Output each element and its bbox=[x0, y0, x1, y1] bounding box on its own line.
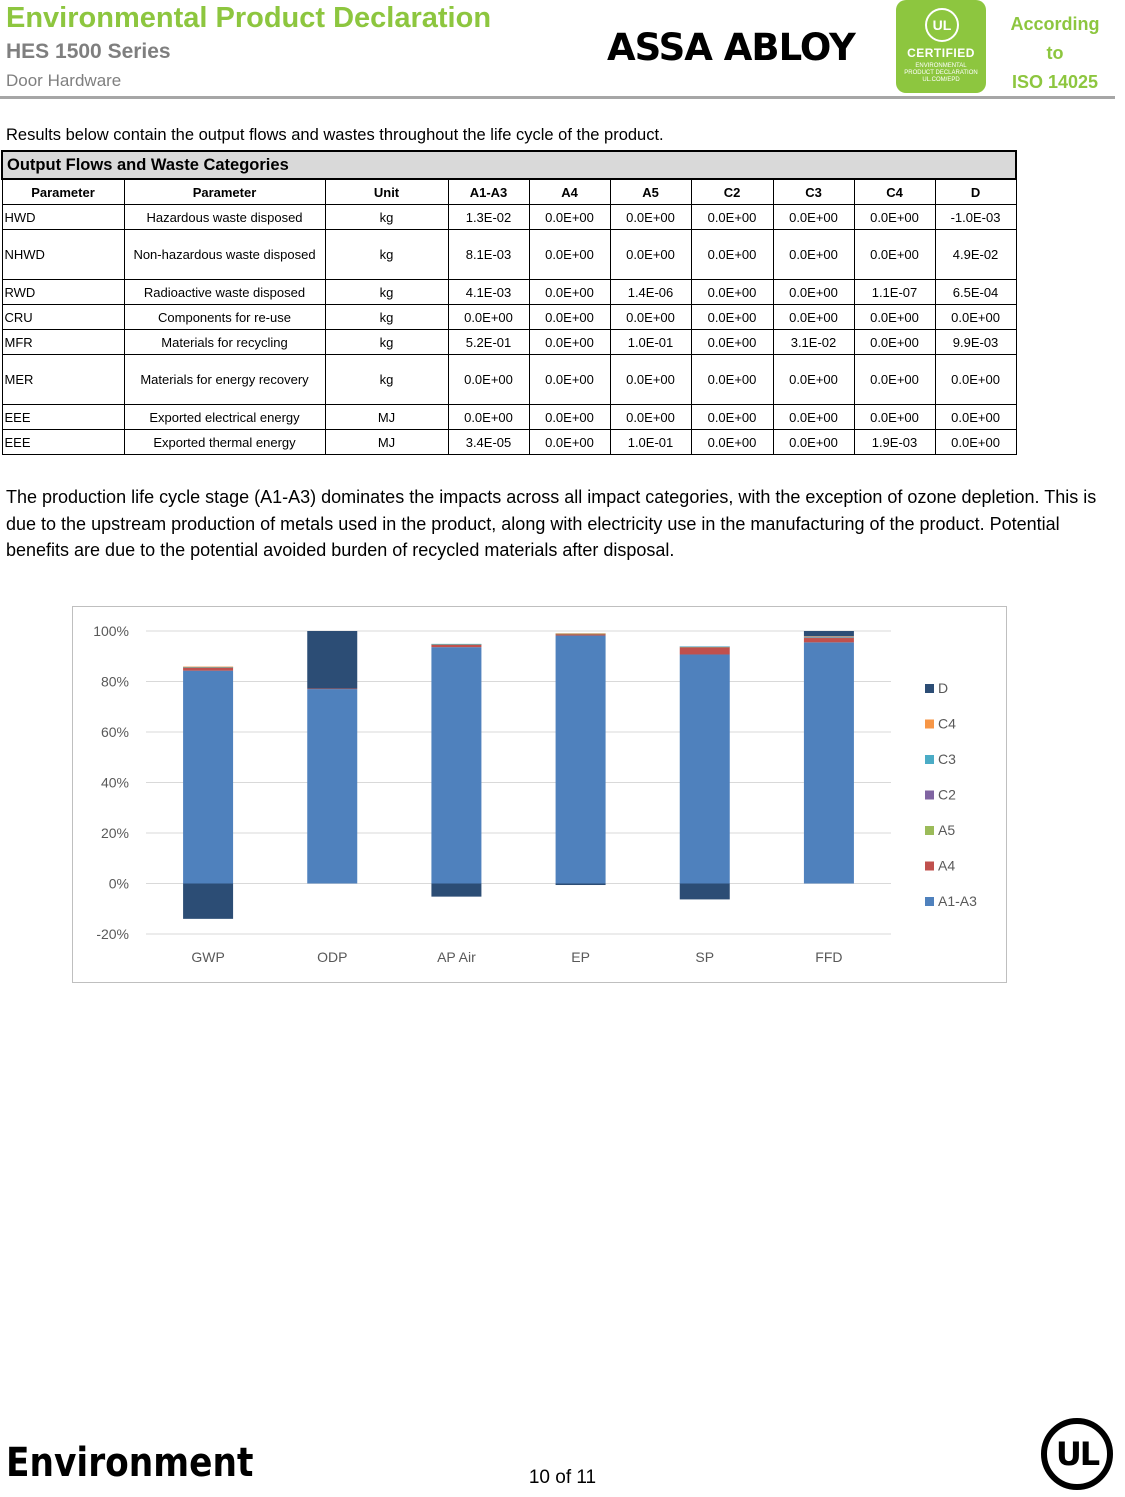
table-cell: RWD bbox=[2, 280, 124, 305]
table-body bbox=[2, 205, 1016, 455]
table-cell: 0.0E+00 bbox=[610, 405, 691, 430]
table-cell: 0.0E+00 bbox=[529, 405, 610, 430]
table-cell: 1.0E-01 bbox=[610, 430, 691, 455]
table-caption: Output Flows and Waste Categories bbox=[2, 151, 1016, 179]
document-title: Environmental Product Declaration bbox=[6, 2, 492, 34]
table-cell: kg bbox=[325, 205, 448, 230]
table-cell: 0.0E+00 bbox=[854, 355, 935, 405]
table-cell: 0.0E+00 bbox=[773, 405, 854, 430]
table-cell: 0.0E+00 bbox=[448, 305, 529, 330]
table-cell: 0.0E+00 bbox=[773, 280, 854, 305]
table-cell: Hazardous waste disposed bbox=[124, 205, 325, 230]
table-row bbox=[2, 405, 1016, 430]
x-tick-label: AP Air bbox=[437, 949, 476, 965]
table-caption-row bbox=[2, 151, 1016, 179]
table-cell: 0.0E+00 bbox=[773, 230, 854, 280]
table-cell: 0.0E+00 bbox=[691, 230, 773, 280]
y-tick-label: -20% bbox=[96, 926, 129, 942]
y-tick-label: 80% bbox=[100, 673, 129, 690]
table-cell: 1.0E-01 bbox=[610, 330, 691, 355]
bar-segment-a1-a3 bbox=[804, 642, 854, 883]
header-divider bbox=[0, 96, 1115, 99]
table-cell: 0.0E+00 bbox=[529, 330, 610, 355]
badge-subtext: ENVIRONMENTAL PRODUCT DECLARATION UL.COM/EPD bbox=[904, 63, 978, 83]
table-cell: MFR bbox=[2, 330, 124, 355]
table-cell: NHWD bbox=[2, 230, 124, 280]
table-cell: 0.0E+00 bbox=[529, 355, 610, 405]
bar-segment-d bbox=[307, 631, 357, 689]
y-tick-label: 100% bbox=[93, 623, 129, 639]
iso-standard-note: According to ISO 14025 bbox=[1010, 14, 1100, 92]
table-cell: kg bbox=[325, 355, 448, 405]
bar-segment-a1-a3 bbox=[431, 647, 481, 883]
chart-svg bbox=[73, 607, 1006, 982]
bar-segment-a4 bbox=[680, 647, 730, 654]
table-cell: Materials for energy recovery bbox=[124, 355, 325, 405]
table-cell: 0.0E+00 bbox=[529, 205, 610, 230]
table-header-row bbox=[2, 179, 1016, 205]
table-cell: 4.9E-02 bbox=[935, 230, 1016, 280]
bar-segment-c2 bbox=[804, 637, 854, 638]
table-cell: 3.4E-05 bbox=[448, 430, 529, 455]
table-cell: 0.0E+00 bbox=[854, 405, 935, 430]
table-cell: 8.1E-03 bbox=[448, 230, 529, 280]
table-cell: 0.0E+00 bbox=[854, 330, 935, 355]
legend-swatch bbox=[925, 720, 934, 729]
table-cell: 0.0E+00 bbox=[610, 230, 691, 280]
product-series: HES 1500 Series bbox=[6, 40, 171, 63]
legend-label: A5 bbox=[938, 822, 956, 838]
table-row bbox=[2, 280, 1016, 305]
bar-segment-c4 bbox=[183, 667, 233, 668]
ul-logo-text: UL bbox=[1055, 1435, 1099, 1473]
table-row bbox=[2, 330, 1016, 355]
table-row bbox=[2, 430, 1016, 455]
column-header: D bbox=[935, 179, 1016, 205]
table-cell: 0.0E+00 bbox=[691, 305, 773, 330]
y-tick-label: 0% bbox=[108, 875, 129, 892]
table-cell: EEE bbox=[2, 405, 124, 430]
column-header: C2 bbox=[691, 179, 773, 205]
legend-swatch bbox=[925, 684, 934, 693]
table-cell: 6.5E-04 bbox=[935, 280, 1016, 305]
table-cell: 0.0E+00 bbox=[691, 355, 773, 405]
bar-segment-c4 bbox=[804, 636, 854, 637]
table-cell: -1.0E-03 bbox=[935, 205, 1016, 230]
legend-label: A1-A3 bbox=[938, 893, 977, 909]
bar-segment-a4 bbox=[183, 668, 233, 671]
x-tick-label: SP bbox=[695, 949, 715, 965]
table-row bbox=[2, 230, 1016, 280]
legend-swatch bbox=[925, 791, 934, 800]
environment-footer-label: Environment bbox=[6, 1440, 254, 1486]
table-cell: 0.0E+00 bbox=[854, 230, 935, 280]
bar-segment-d bbox=[680, 884, 730, 900]
table-cell: 1.3E-02 bbox=[448, 205, 529, 230]
legend-swatch bbox=[925, 755, 934, 764]
table-cell: 0.0E+00 bbox=[691, 330, 773, 355]
table-cell: 1.9E-03 bbox=[854, 430, 935, 455]
table-cell: 0.0E+00 bbox=[448, 405, 529, 430]
table-row bbox=[2, 205, 1016, 230]
table-cell: 0.0E+00 bbox=[529, 280, 610, 305]
column-header: A5 bbox=[610, 179, 691, 205]
table-cell: 0.0E+00 bbox=[691, 405, 773, 430]
column-header: Parameter bbox=[2, 179, 124, 205]
bar-segment-c3 bbox=[804, 637, 854, 638]
table-cell: MER bbox=[2, 355, 124, 405]
analysis-paragraph: The production life cycle stage (A1-A3) dominates the impacts across all impact categories, with the exception of ozone depletion. This is due to the upstream production of metals used in the product, along with electricity use in the manufacturing of the product. Potential benefits are due to the potential avoided burden of recycled materials after disposal. bbox=[6, 487, 1097, 560]
impact-contribution-chart bbox=[72, 606, 1007, 983]
table-cell: 0.0E+00 bbox=[854, 205, 935, 230]
column-header: C4 bbox=[854, 179, 935, 205]
table-cell: 1.1E-07 bbox=[854, 280, 935, 305]
y-tick-label: 40% bbox=[100, 774, 129, 791]
table-cell: CRU bbox=[2, 305, 124, 330]
table-cell: 3.1E-02 bbox=[773, 330, 854, 355]
table-cell: MJ bbox=[325, 405, 448, 430]
assa-abloy-logo: ASSA ABLOY bbox=[607, 26, 855, 69]
table-cell: Non-hazardous waste disposed bbox=[124, 230, 325, 280]
bar-segment-a1-a3 bbox=[183, 671, 233, 884]
table-cell: 5.2E-01 bbox=[448, 330, 529, 355]
certified-label: CERTIFIED bbox=[907, 46, 975, 60]
legend-label: D bbox=[938, 680, 949, 696]
table-cell: 4.1E-03 bbox=[448, 280, 529, 305]
legend-label: A4 bbox=[938, 857, 956, 874]
legend-swatch bbox=[925, 862, 934, 871]
bar-segment-d bbox=[556, 884, 606, 886]
bar-segment-c3 bbox=[680, 646, 730, 647]
bar-segment-a1-a3 bbox=[307, 689, 357, 883]
table-cell: MJ bbox=[325, 430, 448, 455]
table-cell: Materials for recycling bbox=[124, 330, 325, 355]
table-cell: 0.0E+00 bbox=[691, 205, 773, 230]
bar-segment-a4 bbox=[804, 638, 854, 643]
bar-segment-d bbox=[431, 884, 481, 897]
table-cell: 0.0E+00 bbox=[529, 430, 610, 455]
bar-segment-a4 bbox=[307, 689, 357, 690]
bar-segment-a4 bbox=[431, 645, 481, 648]
bar-segment-c3 bbox=[431, 644, 481, 645]
product-category: Door Hardware bbox=[6, 71, 122, 90]
x-tick-label: EP bbox=[571, 949, 590, 965]
output-flows-table bbox=[1, 150, 1017, 455]
intro-text: Results below contain the output flows and wastes throughout the life cycle of the product. bbox=[6, 126, 664, 144]
column-header: A1-A3 bbox=[448, 179, 529, 205]
table-cell: kg bbox=[325, 305, 448, 330]
table-cell: Exported thermal energy bbox=[124, 430, 325, 455]
table-cell: kg bbox=[325, 280, 448, 305]
table-cell: 0.0E+00 bbox=[529, 230, 610, 280]
table-cell: 0.0E+00 bbox=[854, 305, 935, 330]
column-header: Parameter bbox=[124, 179, 325, 205]
legend-label: C4 bbox=[938, 715, 956, 732]
table-cell: kg bbox=[325, 230, 448, 280]
bar-segment-d bbox=[183, 884, 233, 919]
ul-certified-badge bbox=[896, 0, 986, 93]
table-cell: EEE bbox=[2, 430, 124, 455]
table-cell: HWD bbox=[2, 205, 124, 230]
table-cell: 0.0E+00 bbox=[935, 305, 1016, 330]
ul-logo bbox=[1041, 1418, 1113, 1490]
table-cell: Exported electrical energy bbox=[124, 405, 325, 430]
table-cell: Radioactive waste disposed bbox=[124, 280, 325, 305]
bar-segment-a1-a3 bbox=[556, 636, 606, 884]
table-cell: 0.0E+00 bbox=[935, 355, 1016, 405]
table-cell: 0.0E+00 bbox=[448, 355, 529, 405]
table-cell: 0.0E+00 bbox=[935, 430, 1016, 455]
legend-swatch bbox=[925, 897, 934, 906]
table-cell: 0.0E+00 bbox=[773, 205, 854, 230]
bar-segment-a1-a3 bbox=[680, 654, 730, 883]
table-cell: 1.4E-06 bbox=[610, 280, 691, 305]
legend-label: C3 bbox=[938, 751, 956, 767]
column-header: C3 bbox=[773, 179, 854, 205]
x-tick-label: GWP bbox=[191, 949, 225, 965]
bar-segment-d bbox=[804, 631, 854, 636]
table-row bbox=[2, 305, 1016, 330]
legend-label: C2 bbox=[938, 786, 956, 803]
table-cell: 0.0E+00 bbox=[773, 430, 854, 455]
table-cell: 0.0E+00 bbox=[610, 205, 691, 230]
column-header: A4 bbox=[529, 179, 610, 205]
table-cell: kg bbox=[325, 330, 448, 355]
ul-badge-icon: UL bbox=[925, 8, 959, 42]
table-row bbox=[2, 355, 1016, 405]
legend-swatch bbox=[925, 826, 934, 835]
page-number: 10 of 11 bbox=[528, 1467, 597, 1488]
table-cell: 0.0E+00 bbox=[691, 280, 773, 305]
x-tick-label: FFD bbox=[815, 949, 843, 965]
table-cell: Components for re-use bbox=[124, 305, 325, 330]
table-cell: 0.0E+00 bbox=[529, 305, 610, 330]
x-tick-label: ODP bbox=[317, 949, 348, 965]
table-cell: 0.0E+00 bbox=[773, 355, 854, 405]
table-cell: 0.0E+00 bbox=[610, 355, 691, 405]
bar-segment-c4 bbox=[556, 633, 606, 634]
y-tick-label: 60% bbox=[100, 724, 129, 740]
table-cell: 9.9E-03 bbox=[935, 330, 1016, 355]
column-header: Unit bbox=[325, 179, 448, 205]
table-cell: 0.0E+00 bbox=[610, 305, 691, 330]
table-cell: 0.0E+00 bbox=[935, 405, 1016, 430]
page-header bbox=[0, 0, 1125, 100]
table-cell: 0.0E+00 bbox=[773, 305, 854, 330]
table-cell: 0.0E+00 bbox=[691, 430, 773, 455]
y-tick-label: 20% bbox=[100, 825, 129, 841]
